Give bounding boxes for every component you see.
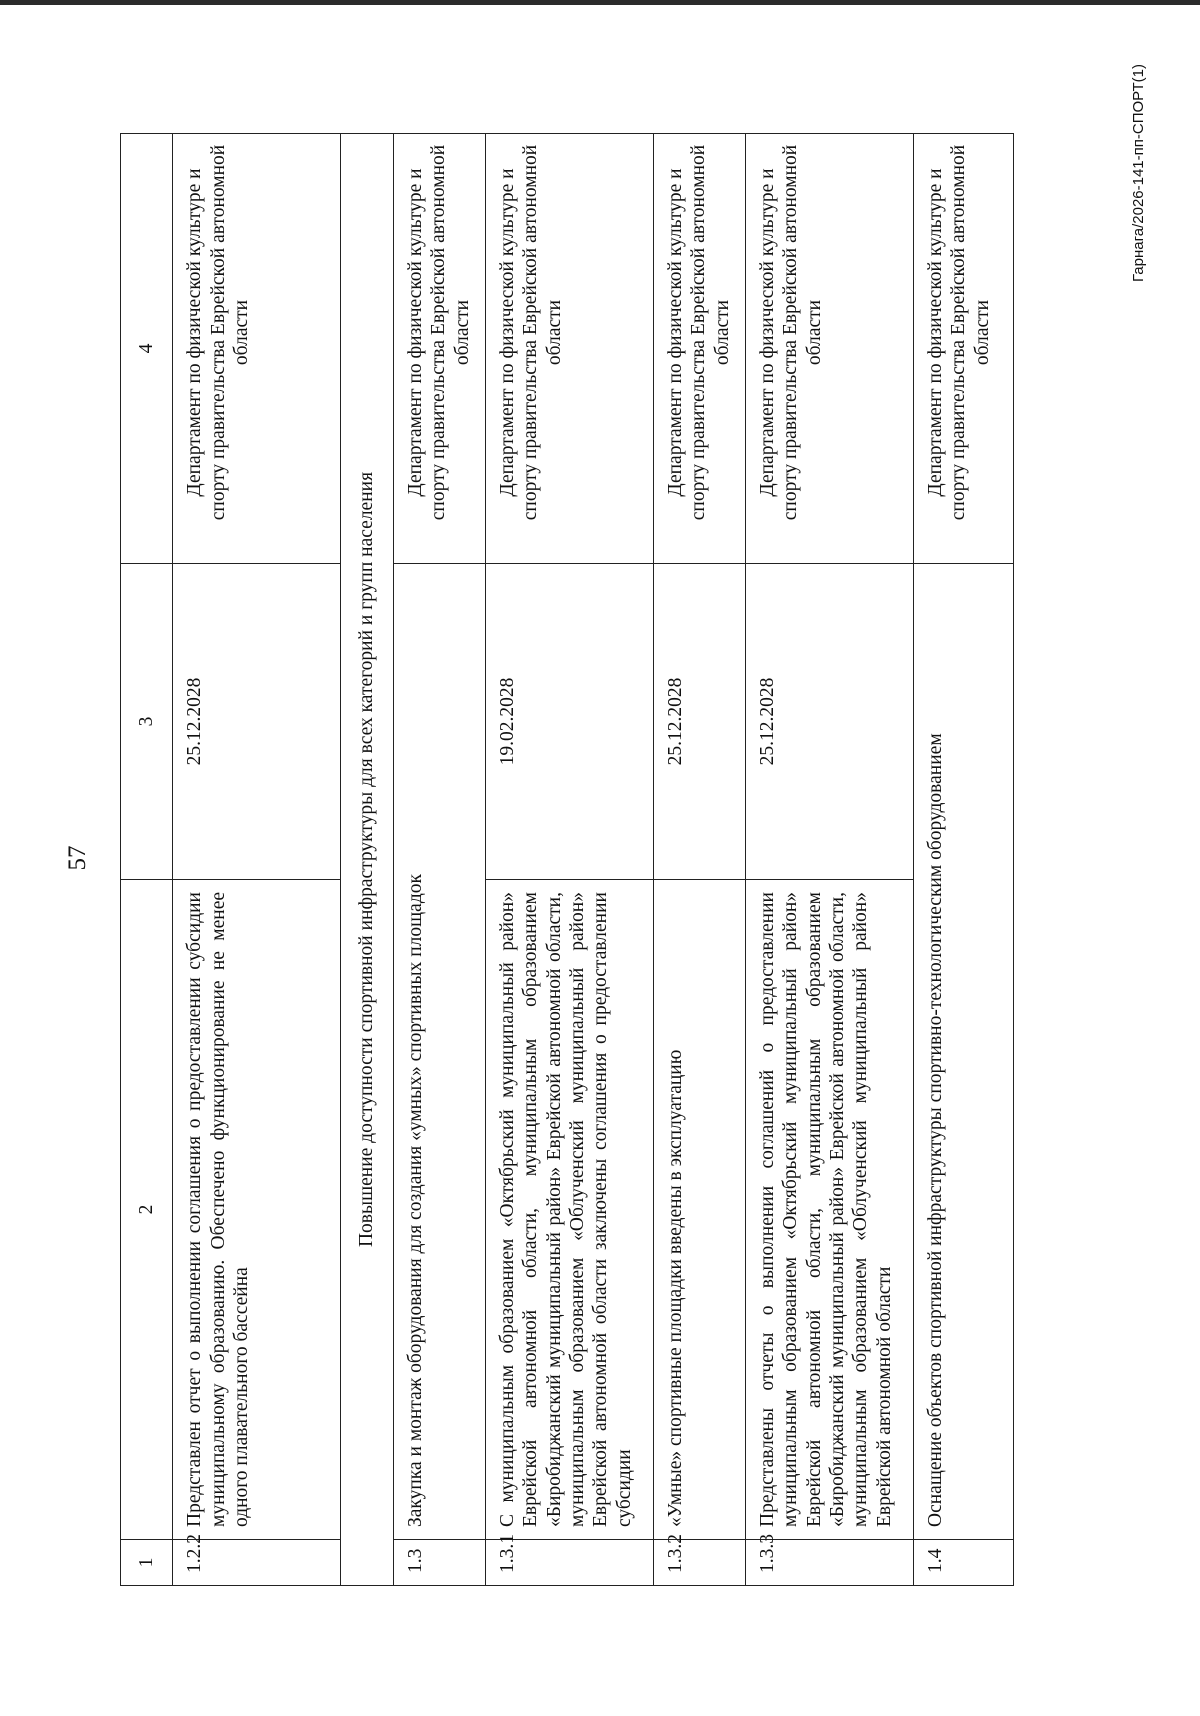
table-row (745, 134, 913, 1586)
section-title: Повышение доступности спортивной инфраструктуры для всех категорий и групп населения (341, 134, 393, 1586)
row-responsible: Департамент по физической культуре и спорту правительства Еврейской автономной области (745, 134, 913, 564)
header-row (121, 134, 173, 1586)
row-responsible: Департамент по физической культуре и спорту правительства Еврейской автономной области (173, 134, 341, 564)
row-number: 1.3.3 (745, 1540, 913, 1586)
table-row (173, 134, 341, 1586)
column-header: 3 (121, 564, 173, 880)
row-description: С муниципальным образованием «Октябрьский муниципальный район» Еврейской автономной области, муниципальным образованием «Биробиджанский муниципальный район» Еврейской автономной области, муниципальным образованием «Облученский муниципальный район» Еврейской автономной области заключены соглашения о предоставлении субсидии (485, 880, 653, 1540)
row-responsible: Департамент по физической культуре и спорту правительства Еврейской автономной области (913, 134, 1013, 564)
row-responsible: Департамент по физической культуре и спорту правительства Еврейской автономной области (485, 134, 653, 564)
row-description: Представлен отчет о выполнении соглашения о предоставлении субсидии муниципальному образованию. Обеспечено функционирование не менее одного плавательного бассейна (173, 880, 341, 1540)
row-description: Представлены отчеты о выполнении соглашений о предоставлении муниципальным образованием «Октябрьский муниципальный район» Еврейской автономной области, муниципальным образованием «Биробиджанский муниципальный район» Еврейской автономной области, муниципальным образованием «Облученский муниципальный район» Еврейской автономной области (745, 880, 913, 1540)
row-date: 25.12.2028 (653, 564, 745, 880)
row-number: 1.3 (393, 1540, 485, 1586)
row-responsible: Департамент по физической культуре и спорту правительства Еврейской автономной области (393, 134, 485, 564)
plan-table (120, 133, 1014, 1586)
table-row (913, 134, 1013, 1586)
table-row (485, 134, 653, 1586)
row-description: Закупка и монтаж оборудования для создания «умных» спортивных площадок (393, 564, 485, 1540)
row-number: 1.3.1 (485, 1540, 653, 1586)
row-responsible: Департамент по физической культуре и спорту правительства Еврейской автономной области (653, 134, 745, 564)
table-row (653, 134, 745, 1586)
row-description: «Умные» спортивные площадки введены в эксплуатацию (653, 880, 745, 1540)
row-number: 1.2.2 (173, 1540, 341, 1586)
document-code: Гарнага/2026-141-пп-СПОРТ(1) (1130, 64, 1147, 282)
row-date: 25.12.2028 (745, 564, 913, 880)
row-date: 19.02.2028 (485, 564, 653, 880)
row-number: 1.4 (913, 1540, 1013, 1586)
row-date: 25.12.2028 (173, 564, 341, 880)
column-header: 2 (121, 880, 173, 1540)
column-header: 1 (121, 1540, 173, 1586)
row-description: Оснащение объектов спортивной инфраструктуры спортивно-технологическим оборудованием (913, 564, 1013, 1540)
column-header: 4 (121, 134, 173, 564)
table-row (393, 134, 485, 1586)
page-number: 57 (64, 845, 91, 871)
row-number: 1.3.2 (653, 1540, 745, 1586)
section-row (341, 134, 393, 1586)
